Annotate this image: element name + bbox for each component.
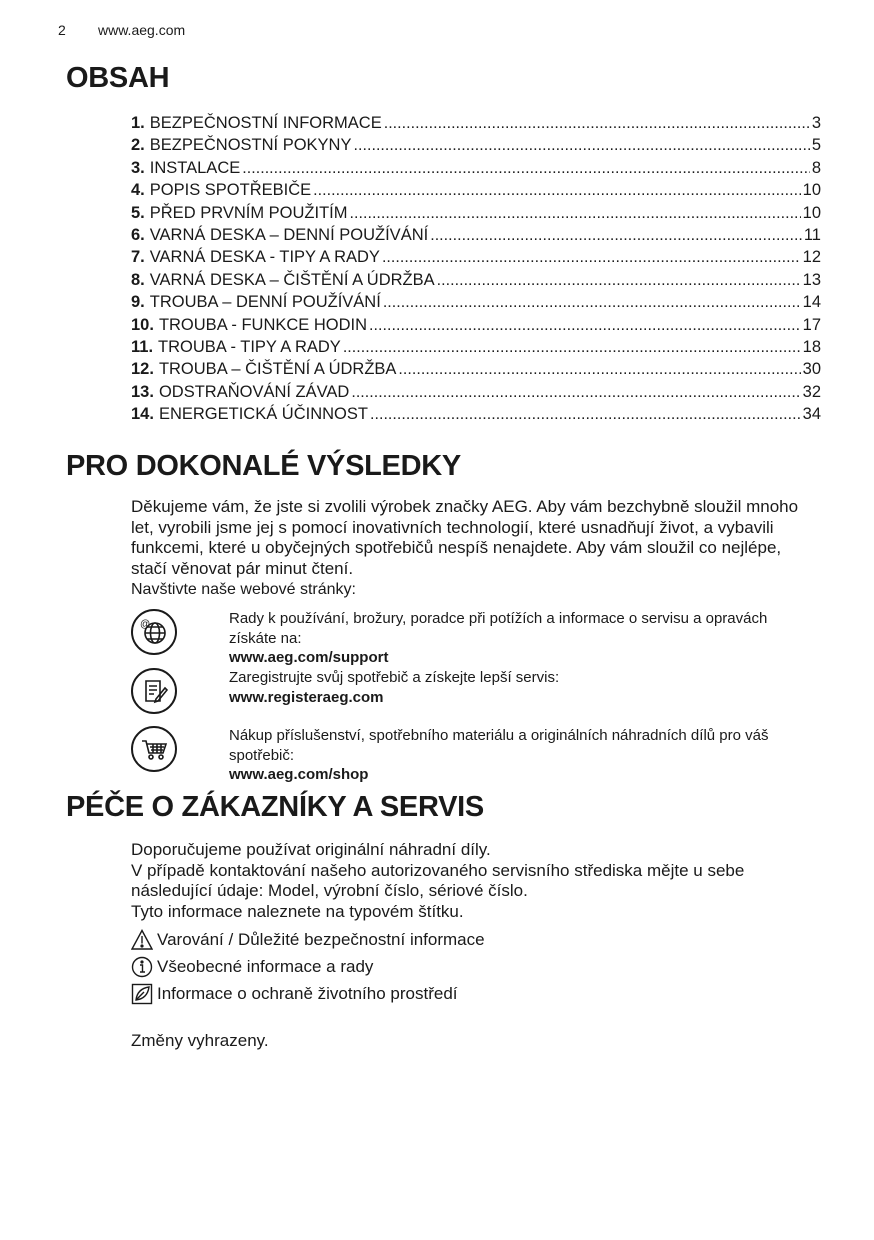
toc-entry-number: 2.	[131, 136, 145, 155]
info-icon	[131, 956, 153, 978]
toc-entry[interactable]	[131, 358, 821, 380]
toc-dot-leader	[382, 246, 801, 269]
service-line-3: Tyto informace naleznete na typovém štítku.	[131, 902, 464, 922]
toc-entry-title: VARNÁ DESKA – ČIŠTĚNÍ A ÚDRŽBA	[149, 270, 435, 289]
service-heading: PÉČE O ZÁKAZNÍKY A SERVIS	[66, 791, 484, 823]
toc-entry[interactable]	[131, 381, 821, 403]
svg-text:@: @	[140, 619, 151, 630]
toc-entry-number: 12.	[131, 360, 154, 379]
results-heading: PRO DOKONALÉ VÝSLEDKY	[66, 450, 461, 482]
results-intro	[131, 497, 811, 601]
toc-entry[interactable]	[131, 224, 821, 246]
toc-entry-title: BEZPEČNOSTNÍ INFORMACE	[149, 114, 382, 132]
visit-text: Navštivte naše webové stránky:	[131, 580, 356, 598]
register-document-icon	[131, 668, 177, 714]
toc-dot-leader	[343, 336, 801, 359]
toc-entry-page: 8	[811, 158, 821, 177]
intro-paragraph: Děkujeme vám, že jste si zvolili výrobek značky AEG. Aby vám bezchybně sloužil mnoho let, vyrobili jsme jej s pomocí inovativních technologií, které usnadňují život, a vybavili funkcemi, které u obyčejných spotřebičů nespíš nenajdete. Aby vám sloužil co nejlépe, stačí věnovat pár minut čtení.	[131, 497, 799, 579]
toc-entry-title: VARNÁ DESKA – DENNÍ POUŽÍVÁNÍ	[149, 225, 429, 244]
toc-entry-number: 13.	[131, 382, 154, 401]
toc-entry-page: 5	[811, 136, 821, 155]
toc-dot-leader	[242, 157, 810, 180]
toc-entry[interactable]	[131, 336, 821, 358]
toc-entry-number: 1.	[131, 114, 145, 132]
legend-environment-text: Informace o ochraně životního prostředí	[157, 984, 458, 1003]
service-text-support: Rady k používání, brožury, poradce při potížích a informace o servisu a opravách získáte na: www.aeg.com/support	[229, 609, 809, 668]
toc-entry-page: 17	[802, 315, 821, 334]
toc-entry-page: 10	[802, 181, 821, 200]
toc-entry-page: 30	[802, 360, 821, 379]
toc-dot-leader	[383, 291, 801, 314]
toc-entry-title: ENERGETICKÁ ÚČINNOST	[158, 405, 368, 424]
toc-dot-leader	[369, 314, 801, 337]
service-text-shop: Nákup příslušenství, spotřebního materiálu a originálních náhradních dílů pro váš spotřebič: www.aeg.com/shop	[229, 726, 809, 785]
toc-entry-title: POPIS SPOTŘEBIČE	[149, 181, 312, 200]
legend-environment	[131, 982, 458, 1006]
toc-entry-page: 32	[802, 382, 821, 401]
toc-heading: OBSAH	[66, 62, 170, 94]
page-number: 2	[58, 22, 66, 38]
legend-warning-text: Varování / Důležité bezpečnostní informace	[157, 930, 485, 949]
toc-dot-leader	[349, 202, 800, 225]
toc-entry[interactable]	[131, 314, 821, 336]
toc-entry-number: 10.	[131, 315, 154, 334]
register-link[interactable]: www.registeraeg.com	[229, 688, 384, 706]
toc-entry-page: 12	[802, 248, 821, 267]
toc-entry-number: 4.	[131, 181, 145, 200]
header-website[interactable]: www.aeg.com	[98, 22, 186, 38]
toc-entry-number: 6.	[131, 225, 145, 244]
service-text	[131, 840, 821, 923]
toc-entry-title: BEZPEČNOSTNÍ POKYNY	[149, 136, 352, 155]
toc-entry-page: 34	[802, 405, 821, 424]
toc-entry[interactable]	[131, 179, 821, 201]
toc-dot-leader	[313, 179, 801, 202]
toc-entry-number: 9.	[131, 293, 145, 312]
toc-entry-number: 3.	[131, 158, 145, 177]
toc-dot-leader	[430, 224, 802, 247]
toc-entry-page: 11	[803, 225, 821, 244]
toc-dot-leader	[370, 403, 801, 426]
service-line-1: Doporučujeme používat originální náhradní díly.	[131, 840, 491, 859]
legend-info-text: Všeobecné informace a rady	[157, 957, 374, 976]
web-support-icon	[131, 609, 177, 655]
page-header	[58, 22, 185, 38]
toc-entry-number: 11.	[131, 337, 154, 356]
toc-dot-leader	[398, 358, 800, 381]
toc-entry-number: 8.	[131, 270, 145, 289]
toc-entry-title: INSTALACE	[149, 158, 241, 177]
shopping-cart-icon	[131, 726, 177, 772]
shop-link[interactable]: www.aeg.com/shop	[229, 766, 369, 783]
toc-entry[interactable]	[131, 403, 821, 425]
legend-warning	[131, 928, 485, 952]
toc-entry[interactable]	[131, 269, 821, 291]
leaf-environment-icon	[131, 983, 153, 1005]
toc-dot-leader	[353, 134, 809, 157]
toc-entry-title: PŘED PRVNÍM POUŽITÍM	[149, 203, 348, 222]
toc-entry-page: 3	[811, 114, 821, 132]
service-text-register: Zaregistrujte svůj spotřebič a získejte lepší servis: www.registeraeg.com	[229, 668, 809, 707]
warning-triangle-icon	[131, 929, 153, 951]
service-line-2: V případě kontaktování našeho autorizovaného servisního střediska mějte u sebe následující údaje: Model, výrobní číslo, sériové číslo.	[131, 860, 745, 901]
support-link[interactable]: www.aeg.com/support	[229, 649, 389, 666]
toc-entry-number: 7.	[131, 248, 145, 267]
toc-entry-page: 10	[802, 203, 821, 222]
toc-entry[interactable]	[131, 112, 821, 134]
toc-entry-number: 14.	[131, 405, 154, 424]
toc-entry-title: TROUBA – DENNÍ POUŽÍVÁNÍ	[149, 293, 381, 312]
toc-entry-title: TROUBA – ČIŠTĚNÍ A ÚDRŽBA	[158, 360, 397, 379]
table-of-contents	[131, 112, 821, 425]
toc-entry-page: 13	[802, 270, 821, 289]
toc-entry[interactable]	[131, 202, 821, 224]
toc-entry-title: ODSTRAŇOVÁNÍ ZÁVAD	[158, 382, 350, 401]
toc-entry[interactable]	[131, 157, 821, 179]
legend-info	[131, 955, 373, 979]
changes-reserved-note: Změny vyhrazeny.	[131, 1031, 269, 1050]
toc-entry[interactable]	[131, 134, 821, 156]
toc-entry-page: 18	[802, 337, 821, 356]
toc-entry[interactable]	[131, 291, 821, 313]
toc-entry[interactable]	[131, 246, 821, 268]
toc-entry-number: 5.	[131, 203, 145, 222]
toc-dot-leader	[384, 112, 810, 135]
toc-entry-title: TROUBA - TIPY A RADY	[158, 337, 341, 356]
toc-entry-title: TROUBA - FUNKCE HODIN	[158, 315, 368, 334]
toc-entry-page: 14	[802, 293, 821, 312]
toc-entry-title: VARNÁ DESKA - TIPY A RADY	[149, 248, 380, 267]
toc-dot-leader	[437, 269, 801, 292]
toc-dot-leader	[351, 381, 800, 404]
